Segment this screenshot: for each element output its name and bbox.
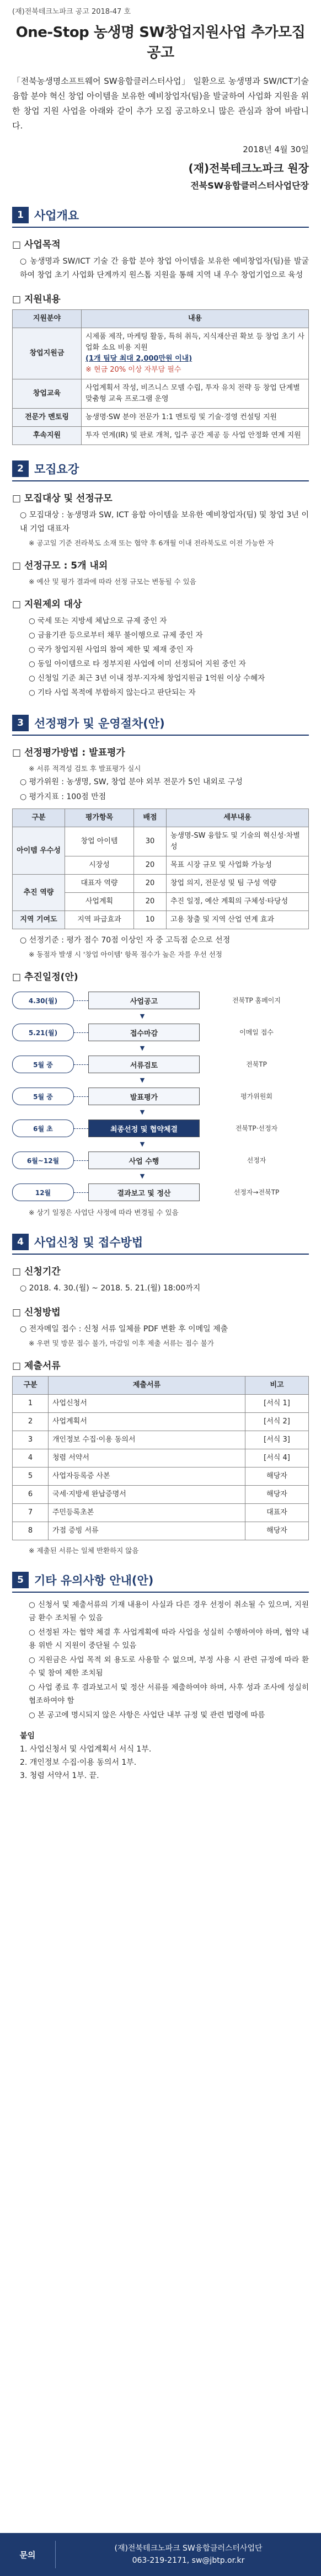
item-cell: 시장성 bbox=[65, 856, 134, 875]
attach-item: 3. 청렴 서약서 1부. 끝. bbox=[20, 1771, 99, 1780]
list-item: ○ 선정된 자는 협약 체결 후 사업계획에 따라 사업을 성실히 수행하여야 하며, 협약 내용 위반 시 지원이 중단될 수 있음 bbox=[29, 1628, 309, 1650]
doc-note: 해당자 bbox=[245, 1468, 309, 1486]
flow-date: 12월 bbox=[12, 1183, 74, 1201]
purpose-text: ○ 농생명과 SW/ICT 기술 간 융합 분야 창업 아이템을 보유한 예비창업자(팀)를 발굴하여 창업 초기 사업화 단계까지 원스톱 지원을 통해 지역 내 우수 창업기업으로 육성 bbox=[20, 257, 309, 280]
list-item: ○ 신청서 및 제출서류의 기재 내용이 사실과 다른 경우 선정이 취소될 수 있으며, 지원금 환수 조치될 수 있음 bbox=[29, 1600, 309, 1622]
doc-no: 2 bbox=[13, 1413, 49, 1431]
score-cell: 10 bbox=[134, 911, 167, 929]
score-cell: 20 bbox=[134, 875, 167, 893]
score-cell: 30 bbox=[134, 827, 167, 856]
flow-box: 결과보고 및 정산 bbox=[88, 1183, 200, 1201]
row-label: 전문가 멘토링 bbox=[13, 409, 82, 427]
doc-name: 국세·지방세 완납증명서 bbox=[49, 1486, 245, 1504]
score-text: ○ 평가지표 : 100점 만점 bbox=[20, 792, 106, 801]
flow-box: 서류검토 bbox=[88, 1056, 200, 1073]
contact-details: 063-219-2171, sw@jbtp.or.kr bbox=[132, 2556, 245, 2565]
detail-cell: 목표 시장 규모 및 사업화 가능성 bbox=[167, 856, 309, 875]
subsection-title: □ 지원제외 대상 bbox=[12, 599, 82, 610]
row-content: 투자 연계(IR) 및 판로 개척, 입주 공간 제공 등 사업 안정화 연계 지원 bbox=[82, 427, 309, 445]
section-header bbox=[12, 1572, 309, 1593]
doc-name: 가점 증빙 서류 bbox=[49, 1522, 245, 1540]
list-item: ○ 국가 창업지원 사업의 참여 제한 및 제재 중인 자 bbox=[29, 645, 194, 654]
table-header: 평가항목 bbox=[65, 809, 134, 827]
doc-name: 청렴 서약서 bbox=[49, 1449, 245, 1468]
pass-text: ○ 선정기준 : 평가 점수 70점 이상인 자 중 고득점 순으로 선정 bbox=[20, 936, 231, 945]
section-number: 4 bbox=[12, 1234, 29, 1250]
section-number: 5 bbox=[12, 1572, 29, 1588]
section-title: 사업개요 bbox=[34, 209, 79, 222]
attachments bbox=[20, 1729, 309, 1782]
doc-note: 대표자 bbox=[245, 1504, 309, 1522]
detail-cell: 농생명-SW 융합도 및 기술의 혁신성·차별성 bbox=[167, 827, 309, 856]
subsection-title: □ 제출서류 bbox=[12, 1361, 61, 1372]
flow-connector bbox=[74, 1160, 88, 1161]
detail-cell: 창업 의지, 전문성 및 팀 구성 역량 bbox=[167, 875, 309, 893]
flow-box: 사업 수행 bbox=[88, 1152, 200, 1169]
subsection-title: □ 추진일정(안) bbox=[12, 972, 78, 983]
contact-info bbox=[56, 2542, 321, 2567]
flow-org: 이메일 접수 bbox=[239, 1029, 274, 1036]
doc-note: [서식 3] bbox=[245, 1431, 309, 1449]
attach-title: 붙임 bbox=[20, 1732, 35, 1740]
row-line: ※ 현금 20% 이상 자부담 필수 bbox=[85, 366, 181, 374]
group-cell: 아이템 우수성 bbox=[13, 827, 65, 875]
doc-name: 사업계획서 bbox=[49, 1413, 245, 1431]
doc-no: 5 bbox=[13, 1468, 49, 1486]
table-row bbox=[13, 427, 309, 445]
table-header: 비고 bbox=[245, 1377, 309, 1395]
flow-date: 5월 중 bbox=[12, 1056, 74, 1073]
group-cell: 지역 기여도 bbox=[13, 911, 65, 929]
doc-no: 4 bbox=[13, 1449, 49, 1468]
row-label: 창업지원금 bbox=[13, 328, 82, 379]
row-line: (1개 팀당 최대 2,000만원 이내) bbox=[85, 355, 192, 363]
section-title: 기타 유의사항 안내(안) bbox=[34, 1574, 154, 1587]
table-row bbox=[13, 1468, 309, 1486]
doc-note: 해당자 bbox=[245, 1486, 309, 1504]
doc-no: 8 bbox=[13, 1522, 49, 1540]
section-header bbox=[12, 1234, 309, 1255]
down-arrow-icon: ▼ bbox=[140, 1172, 145, 1180]
table-row bbox=[13, 1522, 309, 1540]
table-row bbox=[13, 1504, 309, 1522]
method-text: ○ 전자메일 접수 : 신청 서류 일체를 PDF 변환 후 이메일 제출 bbox=[20, 1325, 228, 1333]
table-header: 구분 bbox=[13, 809, 65, 827]
detail-cell: 추진 일정, 예산 계획의 구체성·타당성 bbox=[167, 893, 309, 911]
flow-org: 선정자→전북TP bbox=[233, 1188, 280, 1196]
list-item: ○ 동일 아이템으로 타 정부지원 사업에 이미 선정되어 지원 중인 자 bbox=[29, 660, 246, 668]
doc-no: 1 bbox=[13, 1395, 49, 1413]
schedule-flow bbox=[12, 988, 309, 1204]
down-arrow-icon: ▼ bbox=[140, 1077, 145, 1084]
down-arrow-icon: ▼ bbox=[140, 1013, 145, 1020]
docs-note: ※ 제출된 서류는 일체 반환하지 않음 bbox=[29, 1546, 139, 1555]
contact-label: 문의 bbox=[0, 2541, 56, 2568]
list-item: ○ 금융기관 등으로부터 채무 불이행으로 규제 중인 자 bbox=[29, 631, 203, 640]
table-row bbox=[13, 1486, 309, 1504]
table-row bbox=[13, 1413, 309, 1431]
flow-date: 6월~12월 bbox=[12, 1152, 74, 1169]
flow-org: 전북TP·선정자 bbox=[235, 1124, 278, 1132]
section-header bbox=[12, 460, 309, 481]
row-content: 사업계획서 작성, 비즈니스 모델 수립, 투자 유치 전략 등 창업 단계별 맞춤형 교육 프로그램 운영 bbox=[82, 379, 309, 409]
issuer-sub: 전북SW융합클러스터사업단장 bbox=[190, 180, 309, 191]
subsection-title: □ 선정규모 : 5개 내외 bbox=[12, 560, 108, 571]
flow-org: 전북TP 홈페이지 bbox=[232, 997, 281, 1004]
row-label: 후속지원 bbox=[13, 427, 82, 445]
section-title: 선정평가 및 운영절차(안) bbox=[34, 717, 165, 730]
flow-date: 6월 초 bbox=[12, 1120, 74, 1137]
issuer-name: (재)전북테크노파크 원장 bbox=[188, 162, 309, 175]
list-item: ○ 본 공고에 명시되지 않은 사항은 사업단 내부 규정 및 관련 법령에 따름 bbox=[29, 1711, 265, 1720]
flow-connector bbox=[74, 1064, 88, 1065]
table-header: 내용 bbox=[82, 310, 309, 328]
flow-step bbox=[12, 1116, 309, 1140]
section-header bbox=[12, 207, 309, 228]
flow-box: 사업공고 bbox=[88, 992, 200, 1009]
section-title: 사업신청 및 접수방법 bbox=[34, 1236, 143, 1249]
doc-no: 7 bbox=[13, 1504, 49, 1522]
flow-step bbox=[12, 988, 309, 1013]
scale-note: ※ 예산 및 평가 결과에 따라 선정 규모는 변동될 수 있음 bbox=[29, 577, 196, 586]
flow-connector bbox=[74, 1128, 88, 1129]
doc-name: 개인정보 수집·이용 동의서 bbox=[49, 1431, 245, 1449]
flow-step bbox=[12, 1148, 309, 1172]
flow-step bbox=[12, 1020, 309, 1045]
group-cell: 추진 역량 bbox=[13, 875, 65, 911]
doc-note: [서식 4] bbox=[245, 1449, 309, 1468]
evaluation-table bbox=[12, 808, 309, 929]
table-header: 지원분야 bbox=[13, 310, 82, 328]
doc-note: [서식 2] bbox=[245, 1413, 309, 1431]
section-number: 1 bbox=[12, 207, 29, 223]
pass-note: ※ 동점자 발생 시 '창업 아이템' 항목 점수가 높은 자를 우선 선정 bbox=[29, 950, 222, 958]
target-note: ※ 공고일 기준 전라북도 소재 또는 협약 후 6개월 이내 전라북도로 이전 가능한 자 bbox=[29, 539, 274, 547]
table-row bbox=[13, 1449, 309, 1468]
table-row bbox=[13, 1431, 309, 1449]
flow-connector bbox=[74, 1000, 88, 1001]
flow-org: 전북TP bbox=[246, 1061, 267, 1068]
notice-date: 2018년 4월 30일 bbox=[243, 144, 309, 154]
section-number: 2 bbox=[12, 460, 29, 477]
doc-name: 사업신청서 bbox=[49, 1395, 245, 1413]
table-row bbox=[13, 827, 309, 856]
doc-no: 3 bbox=[13, 1431, 49, 1449]
row-line: 시제품 제작, 마케팅 활동, 특허 취득, 지식재산권 확보 등 창업 초기 사업화 소요 비용 지원 bbox=[85, 333, 304, 352]
list-item: ○ 지원금은 사업 목적 외 용도로 사용할 수 없으며, 부정 사용 시 관련 규정에 따라 환수 및 참여 제한 조치됨 bbox=[29, 1656, 309, 1678]
eval-note: ※ 서류 적격성 검토 후 발표평가 실시 bbox=[29, 764, 141, 773]
doc-name: 주민등록초본 bbox=[49, 1504, 245, 1522]
table-header: 세부내용 bbox=[167, 809, 309, 827]
item-cell: 지역 파급효과 bbox=[65, 911, 134, 929]
eval-text: ○ 평가위원 : 농생명, SW, 창업 분야 외부 전문가 5인 내외로 구성 bbox=[20, 778, 243, 786]
item-cell: 사업계획 bbox=[65, 893, 134, 911]
flow-connector bbox=[74, 1192, 88, 1193]
subsection-title: □ 모집대상 및 선정규모 bbox=[12, 493, 113, 504]
table-row bbox=[13, 911, 309, 929]
attach-item: 2. 개인정보 수집·이용 동의서 1부. bbox=[20, 1758, 137, 1767]
doc-no: 6 bbox=[13, 1486, 49, 1504]
target-text: ○ 모집대상 : 농생명과 SW, ICT 융합 아이템을 보유한 예비창업자(팀) 및 창업 3년 이내 기업 대표자 bbox=[20, 511, 309, 533]
notice-number: (재)전북테크노파크 공고 2018-47 호 bbox=[12, 8, 131, 16]
flow-org: 평가위원회 bbox=[240, 1092, 272, 1100]
flow-date: 4.30(월) bbox=[12, 992, 74, 1009]
doc-note: 해당자 bbox=[245, 1522, 309, 1540]
doc-note: [서식 1] bbox=[245, 1395, 309, 1413]
detail-cell: 고용 창출 및 지역 산업 연계 효과 bbox=[167, 911, 309, 929]
flow-date: 5월 중 bbox=[12, 1088, 74, 1105]
flow-step bbox=[12, 1180, 309, 1204]
flow-connector bbox=[74, 1032, 88, 1033]
list-item: ○ 기타 사업 목적에 부합하지 않는다고 판단되는 자 bbox=[29, 688, 196, 697]
doc-name: 사업자등록증 사본 bbox=[49, 1468, 245, 1486]
score-cell: 20 bbox=[134, 856, 167, 875]
score-cell: 20 bbox=[134, 893, 167, 911]
table-row bbox=[13, 875, 309, 893]
intro-text: 「전북농생명소프트웨어 SW융합클러스터사업」 일환으로 농생명과 SW/ICT기술융합 분야 혁신 창업 아이템을 보유한 예비창업자(팀)을 발굴하여 사업화 지원을 위한 창업 지원 사업을 아래와 같이 추가 모집 공고하오니 많은 관심과 참여 바랍니다. bbox=[12, 76, 309, 131]
contact-org: (재)전북테크노파크 SW융합클러스터사업단 bbox=[114, 2544, 263, 2553]
list-item: ○ 사업 종료 후 결과보고서 및 정산 서류를 제출하여야 하며, 사후 성과 조사에 성실히 협조하여야 함 bbox=[29, 1683, 309, 1705]
flow-date: 5.21(월) bbox=[12, 1024, 74, 1041]
section-title: 모집요강 bbox=[34, 463, 79, 476]
down-arrow-icon: ▼ bbox=[140, 1045, 145, 1052]
subsection-title: □ 지원내용 bbox=[12, 294, 61, 305]
item-cell: 대표자 역량 bbox=[65, 875, 134, 893]
down-arrow-icon: ▼ bbox=[140, 1108, 145, 1116]
subsection-title: □ 사업목적 bbox=[12, 239, 61, 250]
table-row bbox=[13, 1395, 309, 1413]
down-arrow-icon: ▼ bbox=[140, 1140, 145, 1148]
row-content bbox=[82, 328, 309, 379]
method-note: ※ 우편 및 방문 접수 불가, 마감일 이후 제출 서류는 접수 불가 bbox=[29, 1339, 214, 1347]
flow-box: 최종선정 및 협약체결 bbox=[88, 1120, 200, 1137]
subsection-title: □ 선정평가방법 : 발표평가 bbox=[12, 747, 125, 758]
flow-step bbox=[12, 1052, 309, 1077]
documents-table bbox=[12, 1376, 309, 1540]
row-content: 농생명·SW 분야 전문가 1:1 멘토링 및 기술·경영 컨설팅 지원 bbox=[82, 409, 309, 427]
row-label: 창업교육 bbox=[13, 379, 82, 409]
list-item: ○ 국세 또는 지방세 체납으로 규제 중인 자 bbox=[29, 617, 167, 625]
flow-box: 접수마감 bbox=[88, 1024, 200, 1041]
list-item: ○ 신청일 기준 최근 3년 이내 정부·지자체 창업지원금 1억원 이상 수혜자 bbox=[29, 674, 265, 683]
section-header bbox=[12, 715, 309, 736]
table-header: 구분 bbox=[13, 1377, 49, 1395]
flow-step bbox=[12, 1084, 309, 1108]
table-row bbox=[13, 328, 309, 379]
table-header: 제출서류 bbox=[49, 1377, 245, 1395]
flow-box: 발표평가 bbox=[88, 1088, 200, 1105]
table-row bbox=[13, 379, 309, 409]
flow-org: 선정자 bbox=[247, 1156, 266, 1164]
item-cell: 창업 아이템 bbox=[65, 827, 134, 856]
flow-note: ※ 상기 일정은 사업단 사정에 따라 변경될 수 있음 bbox=[29, 1208, 179, 1217]
section-number: 3 bbox=[12, 715, 29, 731]
table-header: 배점 bbox=[134, 809, 167, 827]
support-table bbox=[12, 309, 309, 445]
flow-connector bbox=[74, 1096, 88, 1097]
subsection-title: □ 신청기간 bbox=[12, 1266, 61, 1277]
subsection-title: □ 신청방법 bbox=[12, 1307, 61, 1318]
period-text: ○ 2018. 4. 30.(월) ~ 2018. 5. 21.(월) 18:00까지 bbox=[20, 1284, 201, 1293]
contact-footer bbox=[0, 2533, 321, 2576]
table-row bbox=[13, 409, 309, 427]
page-title: One-Stop 농생명 SW창업지원사업 추가모집 공고 bbox=[15, 24, 306, 61]
attach-item: 1. 사업신청서 및 사업계획서 서식 1부. bbox=[20, 1745, 152, 1754]
